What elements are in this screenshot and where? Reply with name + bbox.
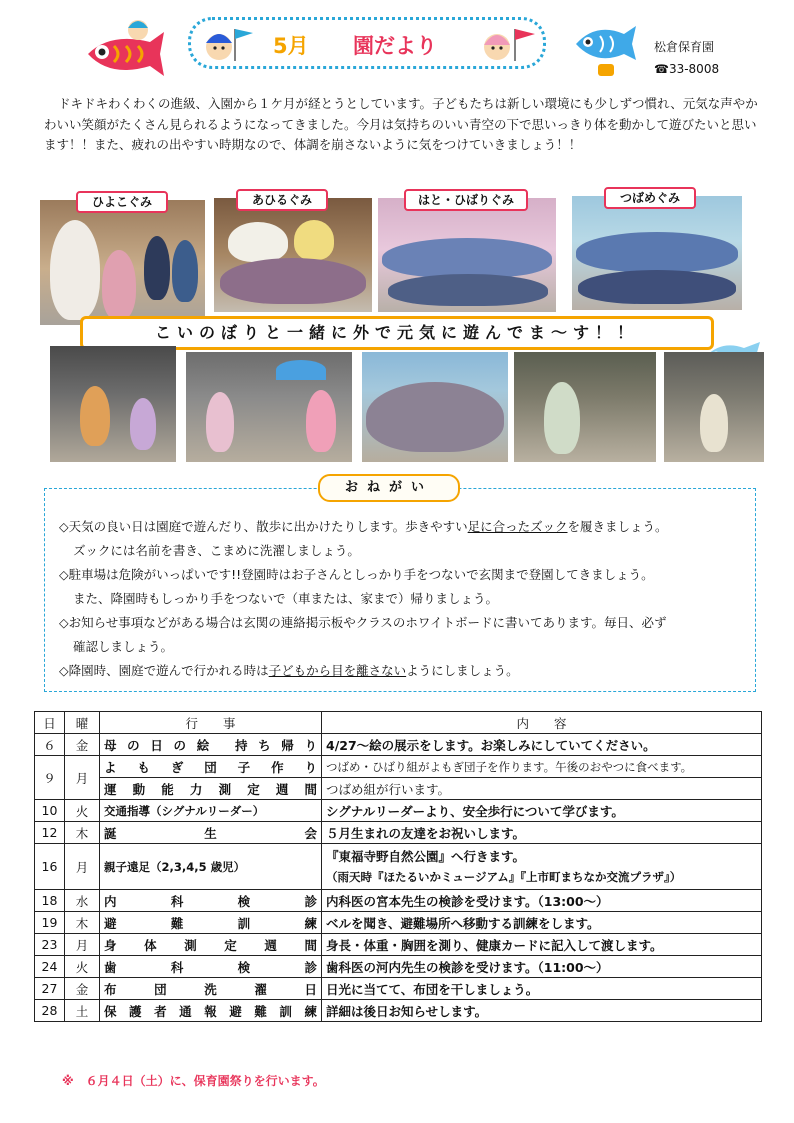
title-box	[188, 17, 546, 69]
photo-hato-hibari	[378, 198, 556, 312]
request-1-underline: 足に合ったズック	[467, 519, 568, 534]
requests-box	[44, 488, 756, 692]
photo-hiyoko	[40, 200, 205, 325]
newsletter-title: 園だより	[353, 34, 437, 58]
requests-title: おねがい	[318, 474, 460, 502]
table-row: 28 土 保護者通報避難訓練 詳細は後日お知らせします。	[35, 1000, 762, 1022]
class-label-hiyoko: ひよこぐみ	[76, 191, 168, 213]
class-label-ahiru: あひるぐみ	[236, 189, 328, 211]
request-3-cont: 確認しましょう。	[73, 639, 174, 654]
photo-outdoor-4	[514, 352, 656, 462]
table-row: 24 火 歯科検診 歯科医の河内先生の検診を受けます。（11:00～）	[35, 956, 762, 978]
photo-outdoor-3	[362, 352, 508, 462]
table-row: 18 水 内科検診 内科医の宮本先生の検診を受けます。（13:00～）	[35, 890, 762, 912]
request-4-underline: 子どもから目を離さない	[268, 663, 407, 678]
table-row: 12 木 誕生会 ５月生まれの友達をお祝いします。	[35, 822, 762, 844]
header-dow: 曜	[65, 712, 100, 734]
request-2: ◇駐車場は危険がいっぱいです!!登園時はお子さんとしっかり手をつないで玄関まで登園してきましょう。	[59, 567, 654, 582]
class-label-tsubame: つばめぐみ	[604, 187, 696, 209]
class-label-hato-hibari: はと・ひばりぐみ	[404, 189, 528, 211]
photo-ahiru	[214, 198, 372, 312]
photo-outdoor-1	[50, 346, 176, 462]
schedule-table	[34, 711, 762, 1022]
footnote: ※ ６月４日（土）に、保育園祭りを行います。	[62, 1074, 325, 1088]
table-row: ６ 金 母の日の絵 持ち帰り 4/27～絵の展示をします。お楽しみにしていてください。	[35, 734, 762, 756]
request-1-cont: ズックには名前を書き、こまめに洗濯しましょう。	[73, 543, 360, 558]
girl-with-flag-icon	[475, 23, 537, 65]
request-3: ◇お知らせ事項などがある場合は玄関の連絡掲示板やクラスのホワイトボードに書いてあります。毎日、必ず	[59, 615, 667, 630]
header-event: 行 事	[100, 712, 322, 734]
request-2-cont: また、降園時もしっかり手をつないで（車または、家まで）帰りましょう。	[73, 591, 499, 606]
request-1: ◇天気の良い日は園庭で遊んだり、散歩に出かけたりします。歩きやすい足に合ったズックを履きましょう。	[59, 519, 668, 534]
photo-outdoor-5	[664, 352, 764, 462]
header-content: 内 容	[322, 712, 762, 734]
photo-outdoor-2	[186, 352, 352, 462]
intro-text: ドキドキわくわくの進級、入園から１ケ月が経とうとしています。子どもたちは新しい環境にも少しずつ慣れ、元気な声やかわいい笑顔がたくさん見られるようになってきました。今月は気持ちのいい青空の下で思いっきり体を動かして遊びたいと思います！！また、疲れの出やすい時期なので、体調を崩さないように気をつけていきましょう！！	[44, 96, 758, 152]
phone-number: ☎33-8008	[654, 62, 720, 76]
table-row: 27 金 布団洗濯日 日光に当てて、布団を干しましょう。	[35, 978, 762, 1000]
request-4: ◇降園時、園庭で遊んで行かれる時は子どもから目を離さないようにしましょう。	[59, 663, 519, 678]
table-row: 19 木 避難訓練 ベルを聞き、避難場所へ移動する訓練をします。	[35, 912, 762, 934]
nursery-name: 松倉保育園	[654, 40, 715, 54]
table-row: 運動能力測定週間 つばめ組が行います。	[35, 778, 762, 800]
photo-tsubame	[572, 196, 742, 310]
koinobori-illustration-left	[80, 18, 166, 90]
header-day: 日	[35, 712, 65, 734]
table-row: 23 月 身体測定週間 身長・体重・胸囲を測り、健康カードに記入して渡します。	[35, 934, 762, 956]
table-row: ９ 月 よもぎ団子作り つばめ・ひばり組がよもぎ団子を作ります。午後のおやつに食べます。	[35, 756, 762, 778]
table-row: 10 火 交通指導（シグナルリーダー） シグナルリーダーより、安全歩行について学びます。	[35, 800, 762, 822]
fish-balloon-illustration	[572, 20, 638, 80]
child-with-flag-icon	[201, 23, 255, 65]
table-row: 16 月 親子遠足（2,3,4,5 歳児） 『東福寺野自然公園』へ行きます。 （雨天時『ほたるいかミュージアム』『上市町まちなか交流プラザ』）	[35, 844, 762, 890]
table-header-row	[35, 712, 762, 734]
koinobori-banner: こいのぼりと一緒に外で元気に遊んでま～す！！	[80, 316, 714, 350]
newsletter-month: 5月	[273, 34, 309, 58]
